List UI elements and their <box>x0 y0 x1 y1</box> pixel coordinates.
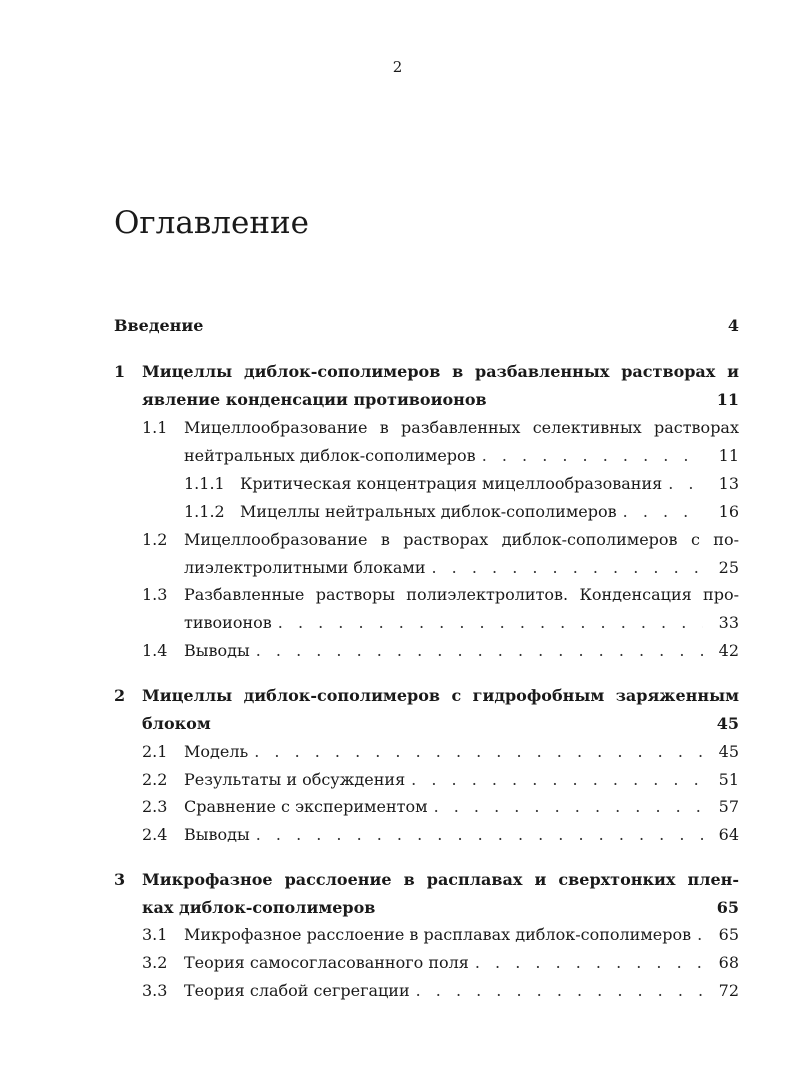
section-number: 1.1 <box>142 418 168 437</box>
chapter-title-line2: явление конденсации противоионов <box>142 390 487 409</box>
toc-section-3-3[interactable] <box>114 979 739 1003</box>
toc-entry-page: 51 <box>718 770 739 789</box>
toc-section-1-1-line1[interactable] <box>114 416 739 440</box>
toc-entry-page: 33 <box>718 613 739 632</box>
section-title: Выводы <box>184 825 250 844</box>
toc-entry-page: 57 <box>718 797 739 816</box>
chapter-number: 1 <box>114 362 126 381</box>
toc-section-1-3-line2[interactable] <box>114 611 739 635</box>
toc-entry-title: Введение <box>114 316 204 335</box>
toc-entry-page: 64 <box>718 825 739 844</box>
section-title-line2: тивоионов <box>184 613 272 632</box>
section-number: 1.2 <box>142 530 168 549</box>
toc-section-2-4[interactable] <box>114 823 739 847</box>
toc-entry-page: 4 <box>727 316 739 335</box>
toc-entry-page: 16 <box>718 502 739 521</box>
leader-dots <box>668 472 703 496</box>
toc-section-3-2[interactable] <box>114 951 739 975</box>
page-number: 2 <box>392 58 403 76</box>
toc-entry-page: 25 <box>718 558 739 577</box>
section-title: Теория самосогласованного поля <box>184 953 469 972</box>
toc-subsection-1-1-2[interactable] <box>114 500 739 524</box>
toc-section-2-2[interactable] <box>114 768 739 792</box>
subsection-title: Мицеллы нейтральных диблок-сополимеров <box>240 502 617 521</box>
toc-section-1-3-line1[interactable] <box>114 583 739 607</box>
toc-section-1-2-line1[interactable] <box>114 528 739 552</box>
section-title-line1: Разбавленные растворы полиэлектролитов. Конденсация про- <box>184 585 739 604</box>
toc-entry-page: 45 <box>716 714 739 733</box>
section-title-line1: Мицеллообразование в растворах диблок-сополимеров с по- <box>184 530 739 549</box>
toc-entry-page: 13 <box>718 474 739 493</box>
leader-dots <box>256 823 703 847</box>
toc-chapter-3-line1[interactable] <box>114 868 739 892</box>
leader-dots <box>411 768 703 792</box>
section-title: Сравнение с экспериментом <box>184 797 428 816</box>
toc-chapter-1-line1[interactable] <box>114 360 739 384</box>
leader-dots <box>623 500 703 524</box>
chapter-number: 2 <box>114 686 126 705</box>
toc-chapter-3-line2[interactable] <box>114 896 739 920</box>
toc-entry-intro[interactable] <box>114 314 739 338</box>
section-number: 1.4 <box>142 641 168 660</box>
toc-entry-page: 68 <box>718 953 739 972</box>
section-number: 2.1 <box>142 742 168 761</box>
section-number: 1.3 <box>142 585 168 604</box>
section-title: Микрофазное расслоение в расплавах диблок-сополимеров <box>184 925 692 944</box>
subsection-number: 1.1.1 <box>184 474 225 493</box>
leader-dots <box>256 639 703 663</box>
leader-dots <box>278 611 703 635</box>
toc-entry-page: 42 <box>718 641 739 660</box>
section-number: 3.2 <box>142 953 168 972</box>
subsection-title: Критическая концентрация мицеллообразования <box>240 474 663 493</box>
section-title-line2: лиэлектролитными блоками <box>184 558 426 577</box>
section-number: 2.4 <box>142 825 168 844</box>
toc-chapter-1-line2[interactable] <box>114 388 739 412</box>
chapter-title-line1: Мицеллы диблок-сополимеров в разбавленных растворах и <box>142 362 739 381</box>
section-title: Выводы <box>184 641 250 660</box>
leader-dots <box>416 979 703 1003</box>
section-number: 2.2 <box>142 770 168 789</box>
leader-dots <box>254 740 703 764</box>
section-title: Модель <box>184 742 249 761</box>
leader-dots <box>432 556 704 580</box>
toc-section-3-1[interactable] <box>114 923 739 947</box>
section-title-line2: нейтральных диблок-сополимеров <box>184 446 476 465</box>
toc-entry-page: 11 <box>718 446 739 465</box>
toc-chapter-2-line2[interactable] <box>114 712 739 736</box>
chapter-title-line1: Микрофазное расслоение в расплавах и сверхтонких плен- <box>142 870 739 889</box>
leader-dots <box>697 923 703 947</box>
toc-title: Оглавление <box>114 205 309 241</box>
toc-entry-page: 11 <box>716 390 739 409</box>
section-number: 3.3 <box>142 981 168 1000</box>
section-title: Результаты и обсуждения <box>184 770 406 789</box>
toc-entry-page: 65 <box>718 925 739 944</box>
section-title-line1: Мицеллообразование в разбавленных селективных растворах <box>184 418 739 437</box>
toc-section-1-1-line2[interactable] <box>114 444 739 468</box>
leader-dots <box>482 444 703 468</box>
chapter-title-line2: блоком <box>142 714 211 733</box>
toc-entry-page: 65 <box>716 898 739 917</box>
leader-dots <box>475 951 703 975</box>
chapter-title-line1: Мицеллы диблок-сополимеров с гидрофобным заряженным <box>142 686 739 705</box>
toc-subsection-1-1-1[interactable] <box>114 472 739 496</box>
toc-section-2-1[interactable] <box>114 740 739 764</box>
toc-section-2-3[interactable] <box>114 795 739 819</box>
toc-chapter-2-line1[interactable] <box>114 684 739 708</box>
toc-entry-page: 72 <box>718 981 739 1000</box>
chapter-number: 3 <box>114 870 126 889</box>
section-number: 3.1 <box>142 925 168 944</box>
chapter-title-line2: ках диблок-сополимеров <box>142 898 376 917</box>
leader-dots <box>434 795 703 819</box>
section-title: Теория слабой сегрегации <box>184 981 410 1000</box>
toc-section-1-4[interactable] <box>114 639 739 663</box>
section-number: 2.3 <box>142 797 168 816</box>
toc-entry-page: 45 <box>718 742 739 761</box>
toc-section-1-2-line2[interactable] <box>114 556 739 580</box>
subsection-number: 1.1.2 <box>184 502 225 521</box>
